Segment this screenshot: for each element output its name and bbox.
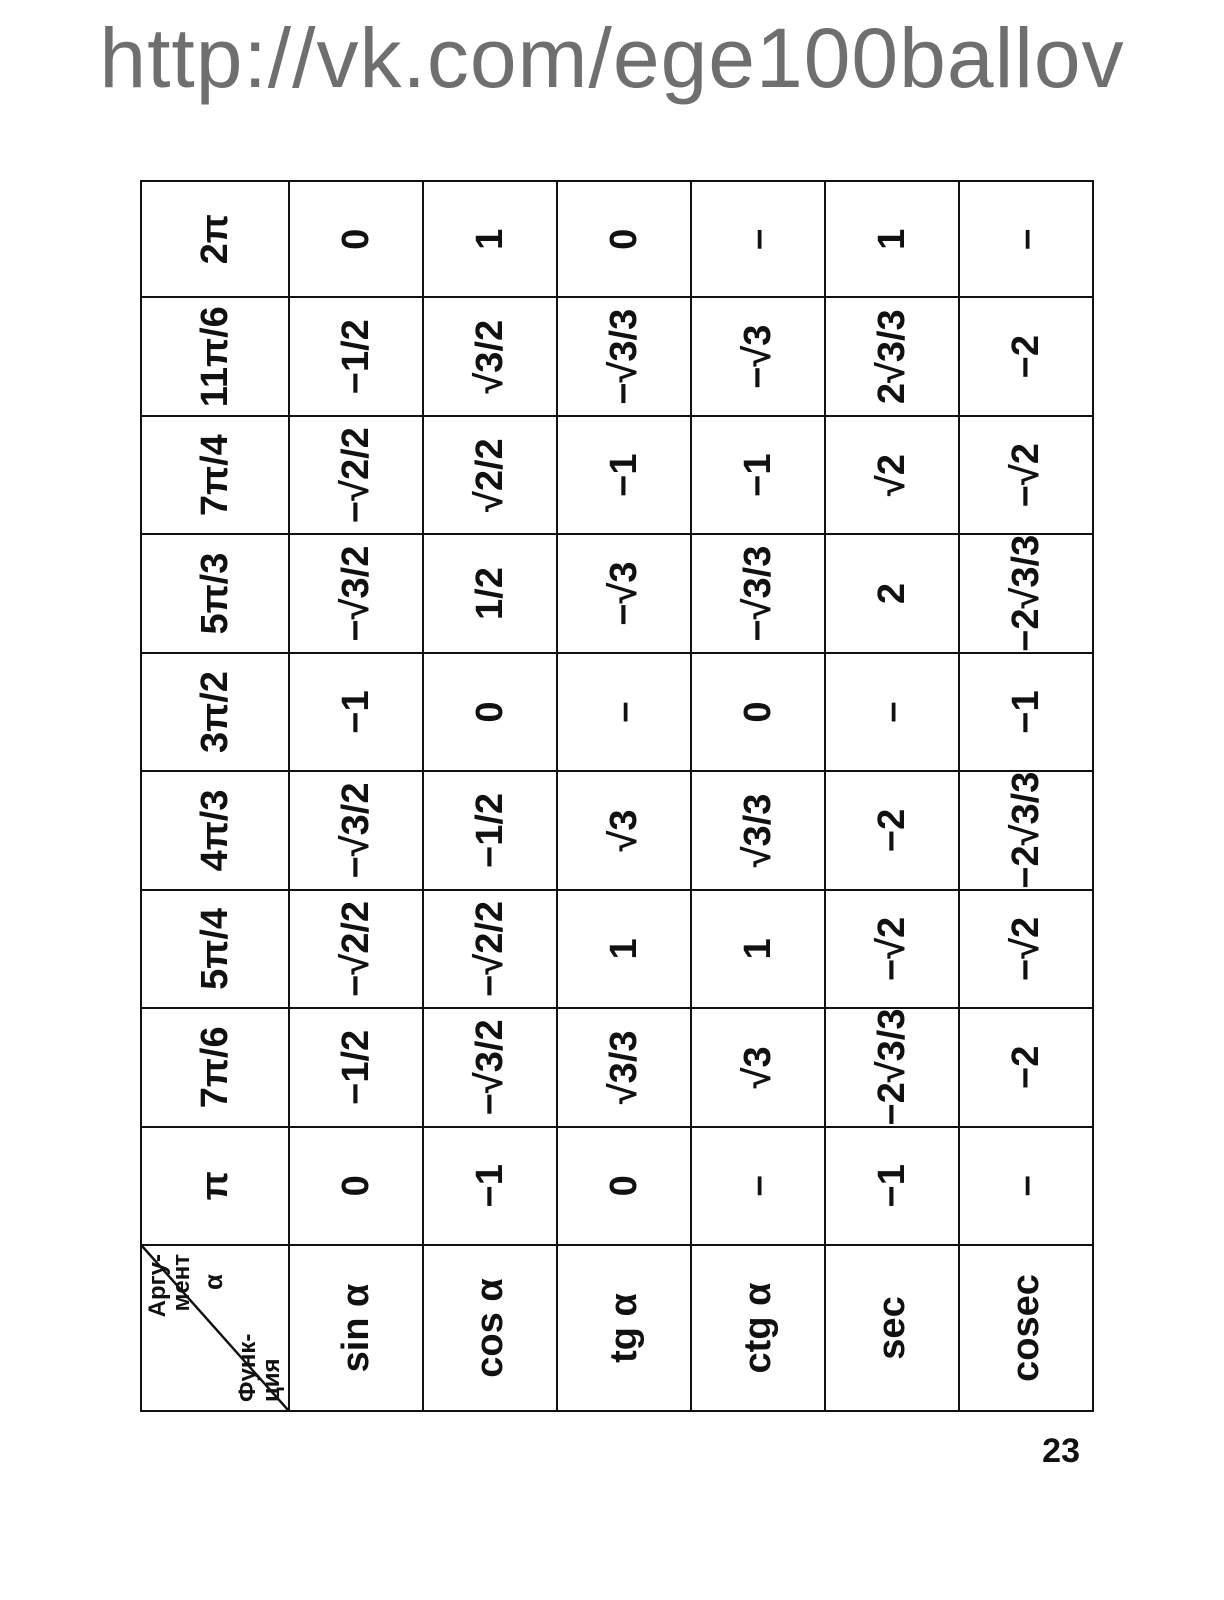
argument-header-cell: π [141,1127,289,1245]
value-cell: 2 [825,534,959,652]
value-cell: 1 [691,890,825,1008]
value-cell: −√2/2 [423,890,557,1008]
value-cell: – [959,1127,1093,1245]
value-cell: −√3/2 [423,1008,557,1126]
value-cell: −1 [959,653,1093,771]
value-cell: −√2 [825,890,959,1008]
page-number: 23 [1042,1432,1080,1470]
argument-header-cell: 4π/3 [141,771,289,889]
function-name-cell: cos α [423,1245,557,1411]
value-cell: −2√3/3 [825,1008,959,1126]
value-cell: 1 [825,181,959,297]
value-cell: – [691,181,825,297]
value-cell: −2√3/3 [959,534,1093,652]
value-cell: −2 [825,771,959,889]
table-row [423,181,557,1411]
value-cell: √3 [557,771,691,889]
value-cell: −√3/2 [289,771,423,889]
value-cell: −1/2 [289,297,423,415]
value-cell: −2 [959,297,1093,415]
value-cell: −1 [423,1127,557,1245]
value-cell: −√3/3 [557,297,691,415]
value-cell: −1 [691,416,825,534]
function-name-cell: tg α [557,1245,691,1411]
argument-header-cell: 7π/4 [141,416,289,534]
header-row [141,181,289,1411]
table-row [289,181,423,1411]
table-row [557,181,691,1411]
value-cell: 0 [557,181,691,297]
value-cell: 0 [289,1127,423,1245]
value-cell: 0 [691,653,825,771]
value-cell: √2 [825,416,959,534]
value-cell: −1 [289,653,423,771]
argument-header-cell: 2π [141,181,289,297]
value-cell: 2√3/3 [825,297,959,415]
trig-table-container [140,180,1081,1412]
value-cell: −2√3/3 [959,771,1093,889]
value-cell: √3 [691,1008,825,1126]
function-name-cell: sin α [289,1245,423,1411]
value-cell: −√2/2 [289,890,423,1008]
value-cell: – [825,653,959,771]
argument-label: Аргу- мент [144,1253,195,1318]
value-cell: 1 [557,890,691,1008]
value-cell: −√3/2 [289,534,423,652]
value-cell: −√2 [959,416,1093,534]
function-name-cell: sec [825,1245,959,1411]
value-cell: – [557,653,691,771]
site-url[interactable]: http://vk.com/ege100ballov [99,11,1125,105]
value-cell: 0 [557,1127,691,1245]
argument-header-cell: 7π/6 [141,1008,289,1126]
value-cell: −2 [959,1008,1093,1126]
value-cell: −√3 [557,534,691,652]
argument-header-cell: 5π/3 [141,534,289,652]
rotated-table [140,180,1081,1412]
argument-header-cell: 3π/2 [141,653,289,771]
argument-header-cell: 11π/6 [141,297,289,415]
function-name-cell: cosec [959,1245,1093,1411]
value-cell: −1/2 [423,771,557,889]
value-cell: √3/3 [557,1008,691,1126]
value-cell: −1/2 [289,1008,423,1126]
table-row [825,181,959,1411]
value-cell: −√3 [691,297,825,415]
value-cell: −√2/2 [289,416,423,534]
value-cell: −√2 [959,890,1093,1008]
value-cell: −1 [557,416,691,534]
value-cell: – [959,181,1093,297]
table-row [959,181,1093,1411]
value-cell: √2/2 [423,416,557,534]
value-cell: 1 [423,181,557,297]
alpha-symbol: α [198,1273,228,1290]
value-cell: 0 [423,653,557,771]
function-label: Функ- ция [234,1333,285,1402]
function-name-cell: ctg α [691,1245,825,1411]
value-cell: 1/2 [423,534,557,652]
value-cell: −1 [825,1127,959,1245]
argument-header-cell: 5π/4 [141,890,289,1008]
value-cell: – [691,1127,825,1245]
corner-header-cell [141,1245,289,1411]
trig-values-table [140,180,1094,1412]
value-cell: √3/2 [423,297,557,415]
value-cell: −√3/3 [691,534,825,652]
value-cell: √3/3 [691,771,825,889]
value-cell: 0 [289,181,423,297]
table-row [691,181,825,1411]
